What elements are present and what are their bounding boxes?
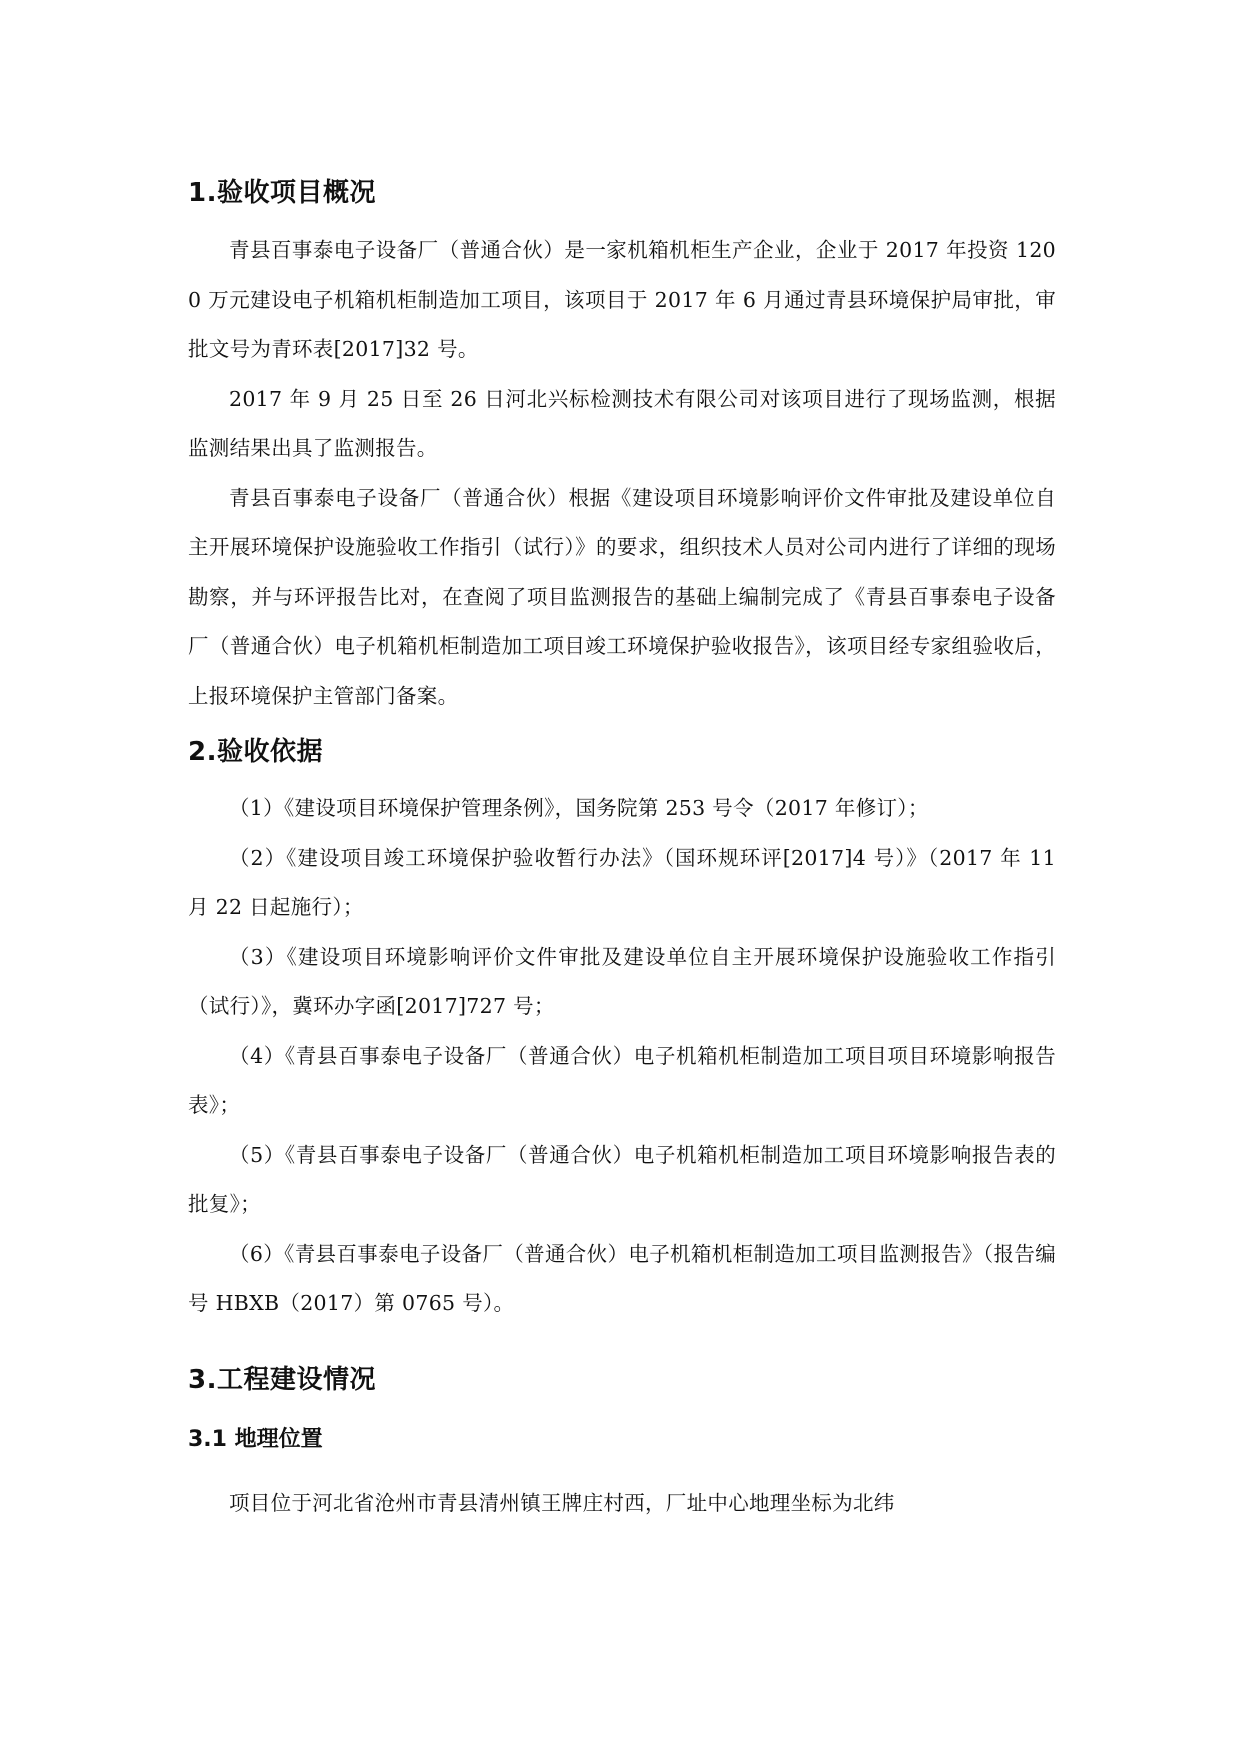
basis-item-3: （3）《建设项目环境影响评价文件审批及建设单位自主开展环境保护设施验收工作指引（试行）》，冀环办字函[2017]727 号；: [188, 944, 1056, 1018]
document-body: [188, 176, 1056, 1528]
section-1-paragraph-1: 青县百事泰电子设备厂（普通合伙）是一家机箱机柜生产企业，企业于 2017 年投资 1200 万元建设电子机箱机柜制造加工项目，该项目于 2017 年 6 月通过青县环境保护局审批，审批文号为青环表[2017]32 号。: [188, 238, 1056, 361]
section-3-1-paragraph: 项目位于河北省沧州市青县清州镇王牌庄村西，厂址中心地理坐标为北纬: [229, 1490, 895, 1515]
section-1-paragraph-3: 青县百事泰电子设备厂（普通合伙）根据《建设项目环境影响评价文件审批及建设单位自主开展环境保护设施验收工作指引（试行）》的要求，组织技术人员对公司内进行了详细的现场勘察，并与环评报告比对，在查阅了项目监测报告的基础上编制完成了《青县百事泰电子设备厂（普通合伙）电子机箱机柜制造加工项目竣工环境保护验收报告》，该项目经专家组验收后，上报环境保护主管部门备案。: [188, 485, 1056, 708]
basis-item-1: （1）《建设项目环境保护管理条例》，国务院第 253 号令（2017 年修订）；: [229, 796, 929, 820]
section-1-paragraph-2: 2017 年 9 月 25 日至 26 日河北兴标检测技术有限公司对该项目进行了现场监测，根据监测结果出具了监测报告。: [188, 386, 1056, 460]
basis-item-6: （6）《青县百事泰电子设备厂（普通合伙）电子机箱机柜制造加工项目监测报告》（报告编号 HBXB（2017）第 0765 号）。: [188, 1241, 1056, 1315]
section-1-heading: 1.验收项目概况: [188, 178, 376, 208]
section-2-heading: 2.验收依据: [188, 737, 323, 767]
basis-item-2: （2）《建设项目竣工环境保护验收暂行办法》（国环规环评[2017]4 号）》（2017 年 11 月 22 日起施行）；: [188, 845, 1056, 919]
section-3-1-heading: 3.1 地理位置: [188, 1426, 323, 1452]
basis-item-4: （4）《青县百事泰电子设备厂（普通合伙）电子机箱机柜制造加工项目项目环境影响报告表》；: [188, 1043, 1056, 1117]
section-3-heading: 3.工程建设情况: [188, 1364, 376, 1395]
basis-item-5: （5）《青县百事泰电子设备厂（普通合伙）电子机箱机柜制造加工项目环境影响报告表的批复》；: [188, 1142, 1056, 1216]
